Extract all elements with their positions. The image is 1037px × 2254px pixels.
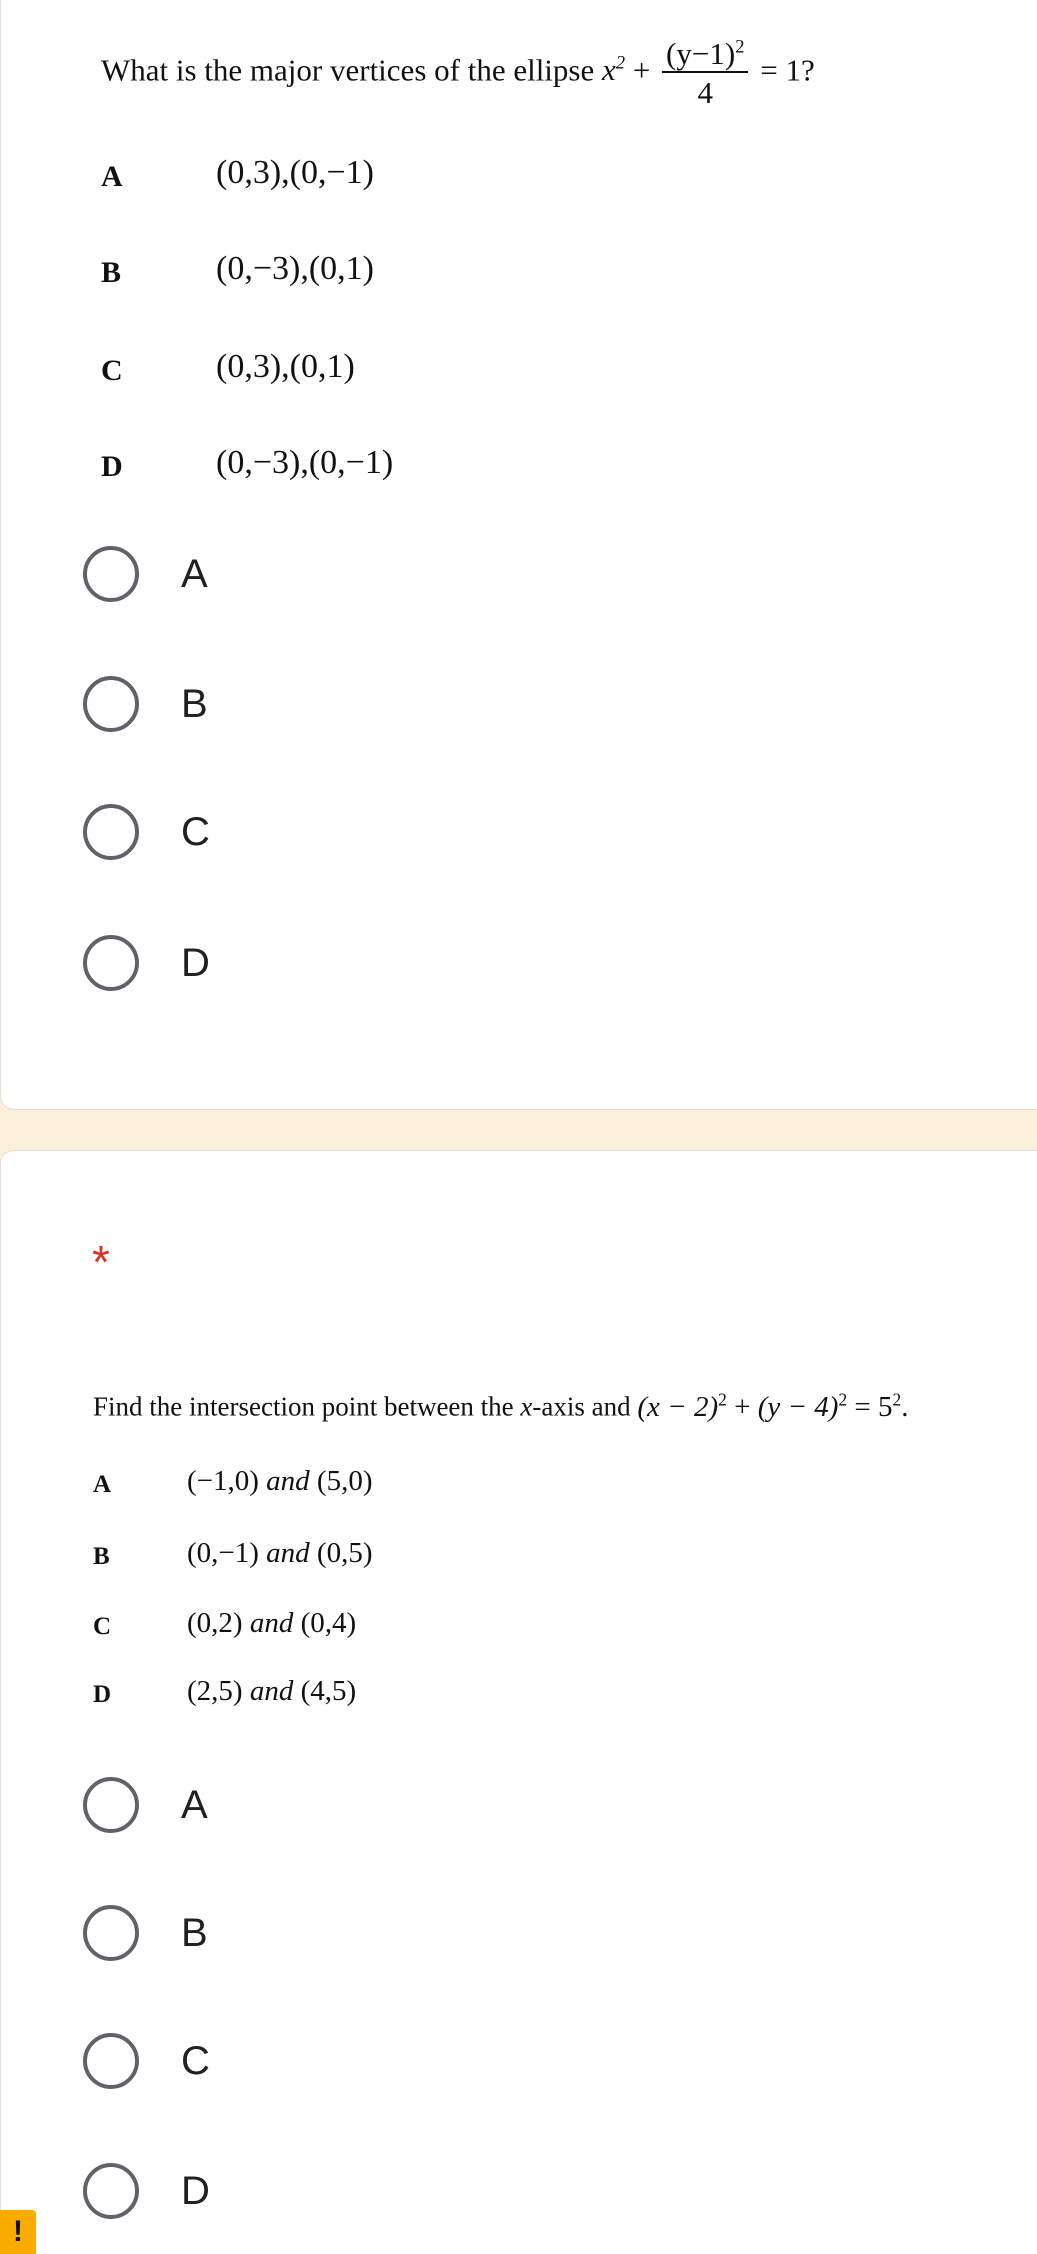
q2-choice-value-b: (0,−1) and (0,5) — [187, 1537, 373, 1569]
q2-choice-letter-b: B — [93, 1543, 110, 1570]
q1-radio-option-c[interactable] — [83, 800, 210, 864]
question-2-prompt-start: Find the intersection point between the — [93, 1391, 514, 1422]
required-asterisk: * — [92, 1236, 110, 1288]
radio-label: B — [181, 1910, 208, 1955]
fraction-numerator: $(y-1)^2$ — [662, 38, 748, 73]
q2-choice-letter-d: D — [93, 1681, 112, 1708]
q1-radio-option-a[interactable] — [83, 542, 208, 606]
choice-value-d: (0,−3),(0,−1) — [216, 444, 394, 481]
q2-radio-option-a[interactable] — [83, 1773, 208, 1837]
radio-button[interactable] — [83, 804, 139, 860]
radio-label: C — [181, 809, 210, 854]
radio-button[interactable] — [83, 1905, 139, 1961]
question-card-2 — [0, 1150, 1037, 2254]
radio-label: C — [181, 2038, 210, 2083]
radio-label: B — [181, 681, 208, 726]
radio-button[interactable] — [83, 1777, 139, 1833]
radio-button[interactable] — [83, 546, 139, 602]
question-2-variable: x — [520, 1391, 533, 1422]
q1-radio-option-b[interactable] — [83, 672, 208, 736]
radio-button[interactable] — [83, 2033, 139, 2089]
choice-letter-b: B — [101, 256, 122, 289]
question-2-text — [93, 1389, 908, 1424]
question-1-text — [101, 34, 815, 111]
choice-value-c: (0,3),(0,1) — [216, 348, 355, 385]
q2-choice-letter-c: C — [93, 1613, 112, 1640]
radio-button[interactable] — [83, 2163, 139, 2219]
radio-label: A — [181, 551, 208, 596]
choice-letter-d: D — [101, 450, 123, 483]
choice-letter-a: A — [101, 160, 123, 193]
q2-radio-option-b[interactable] — [83, 1901, 208, 1965]
question-1-prompt: What is the major vertices of the ellipse — [101, 52, 595, 88]
radio-label: D — [181, 2168, 210, 2213]
question-2-equation: $(x - 2)^2 + (y - 4)^2 = 5^2$. — [637, 1389, 909, 1423]
radio-button[interactable] — [83, 676, 139, 732]
alert-icon[interactable]: ! — [0, 2210, 36, 2254]
q2-choice-letter-a: A — [93, 1471, 112, 1498]
q2-choice-value-d: (2,5) and (4,5) — [187, 1675, 357, 1707]
q2-choice-value-c: (0,2) and (0,4) — [187, 1607, 357, 1639]
fraction-denominator: 4 — [697, 75, 714, 111]
radio-button[interactable] — [83, 935, 139, 991]
q2-radio-option-c[interactable] — [83, 2029, 210, 2093]
question-mark: ? — [800, 52, 815, 88]
equation-x-term: $x^2$ — [602, 52, 626, 88]
radio-label: A — [181, 1782, 208, 1827]
choice-letter-c: C — [101, 354, 123, 387]
q2-choice-value-a: (−1,0) and (5,0) — [187, 1465, 373, 1497]
choice-value-a: (0,3),(0,−1) — [216, 154, 374, 191]
choice-value-b: (0,−3),(0,1) — [216, 250, 374, 287]
radio-label: D — [181, 940, 210, 985]
question-2-prompt-mid: -axis and — [532, 1391, 631, 1422]
question-card-1 — [0, 0, 1037, 1110]
equation-plus: + — [632, 52, 651, 88]
q2-radio-option-d[interactable] — [83, 2159, 210, 2223]
equation-rhs: = 1 — [760, 52, 801, 88]
equation-fraction — [662, 36, 748, 111]
q1-radio-option-d[interactable] — [83, 931, 210, 995]
